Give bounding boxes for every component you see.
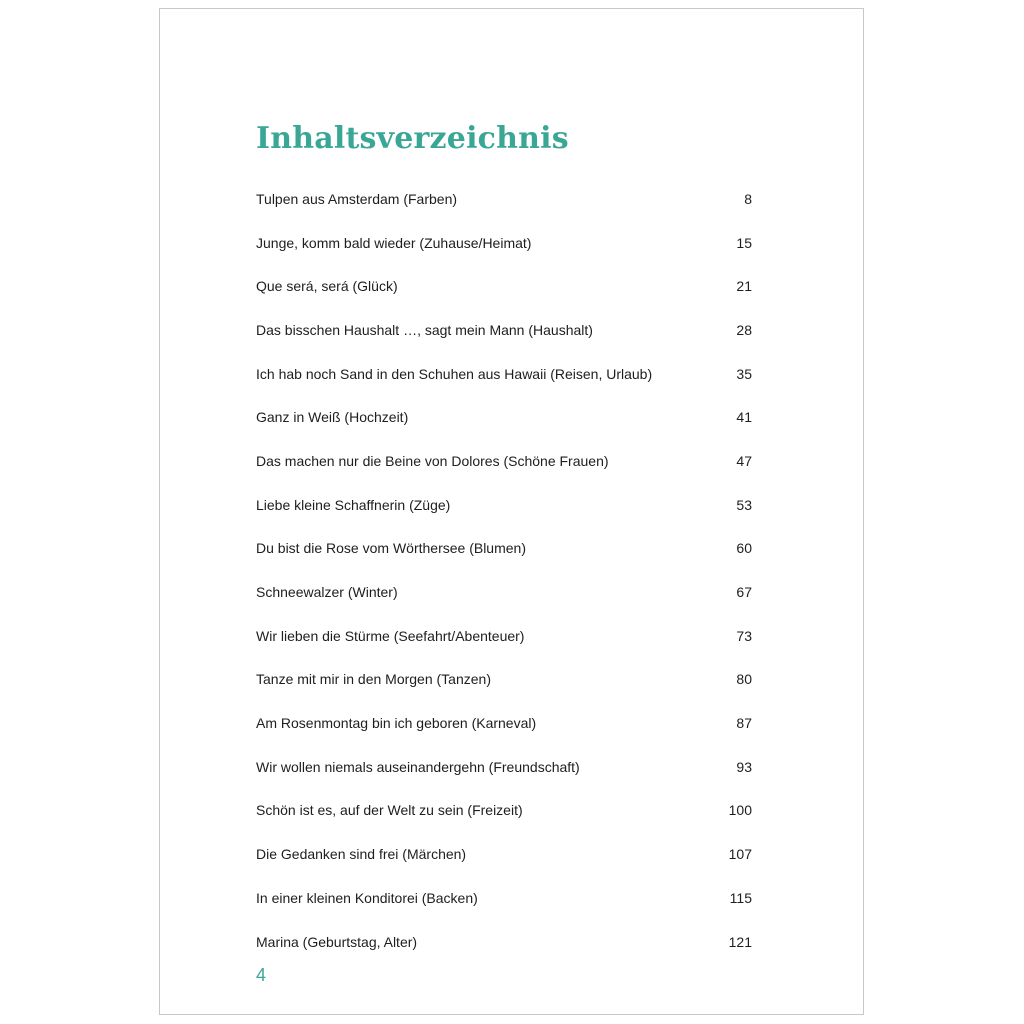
toc-entry-title: Ich hab noch Sand in den Schuhen aus Hawaii (Reisen, Urlaub)	[256, 365, 653, 382]
toc-entry	[256, 570, 752, 614]
toc-entry-page: 35	[736, 365, 752, 382]
toc-entry	[256, 745, 752, 789]
toc-entry-page: 67	[736, 584, 752, 601]
toc-entry-title: Du bist die Rose vom Wörthersee (Blumen)	[256, 540, 526, 557]
page-title: Inhaltsverzeichnis	[256, 121, 569, 156]
toc-entry	[256, 439, 752, 483]
toc-entry-title: Schneewalzer (Winter)	[256, 584, 398, 601]
toc-entry-title: Das machen nur die Beine von Dolores (Schöne Frauen)	[256, 452, 609, 469]
toc-entry-page: 28	[736, 321, 752, 338]
table-of-contents	[256, 177, 752, 963]
toc-entry-page: 121	[728, 933, 752, 950]
page-number: 4	[256, 965, 267, 985]
toc-entry	[256, 832, 752, 876]
toc-entry	[256, 789, 752, 833]
toc-entry	[256, 614, 752, 658]
toc-entry-title: Schön ist es, auf der Welt zu sein (Freizeit)	[256, 802, 523, 819]
toc-entry-page: 53	[736, 496, 752, 513]
toc-entry-page: 80	[736, 671, 752, 688]
toc-entry-page: 47	[736, 452, 752, 469]
toc-entry-title: Die Gedanken sind frei (Märchen)	[256, 846, 467, 863]
toc-entry	[256, 483, 752, 527]
toc-entry	[256, 352, 752, 396]
toc-entry	[256, 527, 752, 571]
toc-entry-title: Am Rosenmontag bin ich geboren (Karneval)	[256, 715, 537, 732]
toc-entry-title: Marina (Geburtstag, Alter)	[256, 933, 418, 950]
toc-entry-page: 8	[744, 190, 752, 207]
toc-entry-page: 21	[736, 278, 752, 295]
toc-entry-page: 107	[728, 846, 752, 863]
toc-entry-title: Que será, será (Glück)	[256, 278, 398, 295]
toc-entry-title: Wir lieben die Stürme (Seefahrt/Abenteuer)	[256, 627, 525, 644]
toc-entry-page: 60	[736, 540, 752, 557]
toc-entry-title: Ganz in Weiß (Hochzeit)	[256, 409, 409, 426]
toc-entry-page: 41	[736, 409, 752, 426]
toc-entry	[256, 920, 752, 964]
toc-entry-page: 87	[736, 715, 752, 732]
toc-entry	[256, 876, 752, 920]
toc-entry	[256, 264, 752, 308]
toc-entry	[256, 658, 752, 702]
toc-entry-title: Tulpen aus Amsterdam (Farben)	[256, 190, 458, 207]
toc-entry	[256, 177, 752, 221]
toc-entry-page: 93	[736, 758, 752, 775]
toc-entry-page: 73	[736, 627, 752, 644]
toc-entry	[256, 308, 752, 352]
toc-entry-page: 100	[728, 802, 752, 819]
toc-entry-title: Junge, komm bald wieder (Zuhause/Heimat)	[256, 234, 532, 251]
toc-entry-title: Wir wollen niemals auseinandergehn (Freundschaft)	[256, 758, 580, 775]
toc-entry-title: In einer kleinen Konditorei (Backen)	[256, 889, 478, 906]
toc-entry-title: Das bisschen Haushalt …, sagt mein Mann (Haushalt)	[256, 321, 593, 338]
toc-entry-title: Liebe kleine Schaffnerin (Züge)	[256, 496, 451, 513]
document-page	[159, 8, 864, 1015]
toc-entry-title: Tanze mit mir in den Morgen (Tanzen)	[256, 671, 491, 688]
toc-entry-page: 115	[729, 889, 752, 906]
toc-entry	[256, 701, 752, 745]
toc-entry	[256, 395, 752, 439]
toc-entry	[256, 221, 752, 265]
toc-entry-page: 15	[736, 234, 752, 251]
